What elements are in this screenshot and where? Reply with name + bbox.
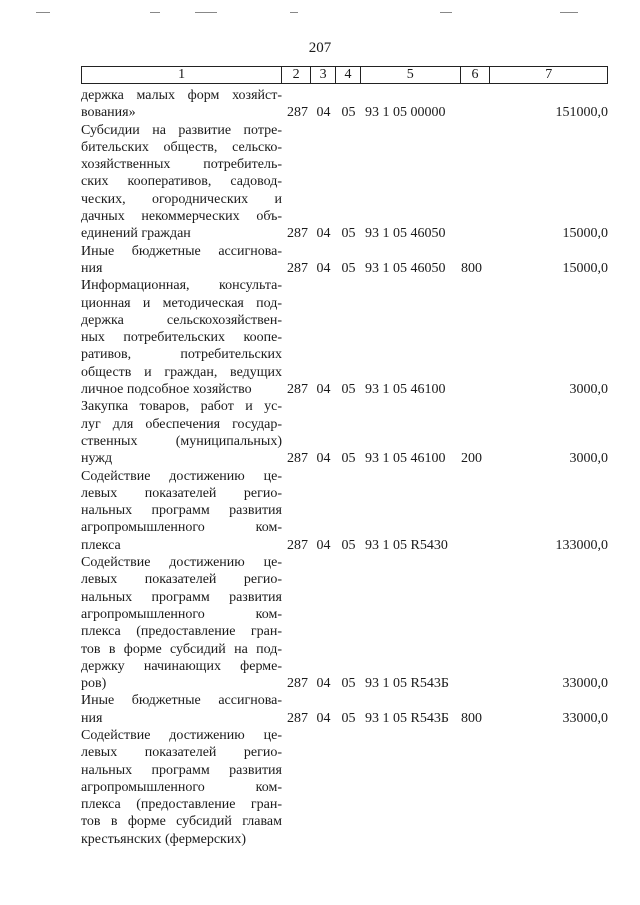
code-subsection: 05 — [341, 710, 356, 726]
description-line: тов в форме субсидий главам — [81, 814, 282, 830]
description-line: плекса (предоставление гран- — [81, 624, 282, 640]
row-description — [81, 277, 282, 398]
description-line: Субсидии на развитие потре- — [81, 122, 282, 138]
code-subsection: 05 — [341, 676, 356, 692]
code-section: 04 — [316, 676, 331, 692]
description-line: держка малых форм хозяйст- — [81, 88, 282, 103]
amount: 33000,0 — [562, 676, 608, 692]
row-description — [81, 243, 282, 278]
description-line: держка сельскохозяйствен- — [81, 312, 282, 328]
code-subsection: 05 — [341, 105, 356, 121]
code-subsection: 05 — [341, 226, 356, 242]
description-line: Иные бюджетные ассигнова- — [81, 243, 282, 259]
description-line: плекса (предоставление гран- — [81, 797, 282, 813]
description-line: крестьянских (фермерских) — [81, 831, 246, 847]
code-section: 04 — [316, 710, 331, 726]
amount: 151000,0 — [555, 105, 608, 121]
description-line: ционная и методическая под- — [81, 295, 282, 311]
amount: 3000,0 — [569, 382, 608, 398]
code-ministry: 287 — [287, 382, 308, 398]
code-target-article: 93 1 05 46050 — [365, 260, 446, 276]
page-number: 207 — [308, 40, 332, 56]
code-section: 04 — [316, 260, 331, 276]
table-row — [81, 398, 608, 467]
description-line: нужд — [81, 451, 113, 467]
code-ministry: 287 — [287, 260, 308, 276]
row-description — [81, 692, 282, 727]
code-ministry: 287 — [287, 226, 308, 242]
header-cell-6: 6 — [461, 67, 491, 83]
code-section: 04 — [316, 382, 331, 398]
header-cell-2: 2 — [282, 67, 311, 83]
code-ministry: 287 — [287, 105, 308, 121]
row-description — [81, 122, 282, 243]
description-line: вования» — [81, 105, 136, 121]
description-line: Содействие достижению це- — [81, 468, 282, 484]
code-section: 04 — [316, 537, 331, 553]
code-target-article: 93 1 05 46100 — [365, 382, 446, 398]
description-line: агропромышленного ком- — [81, 606, 282, 622]
description-line: держку начинающих ферме- — [81, 658, 282, 674]
table-row — [81, 122, 608, 243]
description-line: левых показателей регио- — [81, 745, 282, 761]
code-ministry: 287 — [287, 537, 308, 553]
scan-artifact — [195, 12, 217, 13]
code-subsection: 05 — [341, 260, 356, 276]
description-line: ных потребительских коопе- — [81, 330, 282, 346]
amount: 3000,0 — [569, 451, 608, 467]
code-target-article: 93 1 05 R5430 — [365, 537, 448, 553]
description-line: ния — [81, 260, 103, 276]
code-expense-type: 800 — [461, 260, 482, 276]
scan-artifact — [290, 12, 298, 13]
header-cell-5: 5 — [361, 67, 461, 83]
description-line: ративов, потребительских — [81, 347, 282, 363]
code-section: 04 — [316, 451, 331, 467]
description-line: левых показателей регио- — [81, 485, 282, 501]
scan-artifact — [150, 12, 160, 13]
code-section: 04 — [316, 226, 331, 242]
description-line: ских кооперативов, садовод- — [81, 174, 282, 190]
code-ministry: 287 — [287, 676, 308, 692]
description-line: Информационная, консульта- — [81, 278, 282, 294]
code-ministry: 287 — [287, 451, 308, 467]
code-ministry: 287 — [287, 710, 308, 726]
code-target-article: 93 1 05 46050 — [365, 226, 446, 242]
scan-artifact — [560, 12, 578, 13]
description-line: Закупка товаров, работ и ус- — [81, 399, 282, 415]
description-line: плекса — [81, 537, 121, 553]
code-expense-type: 800 — [461, 710, 482, 726]
header-cell-3: 3 — [311, 67, 336, 83]
description-line: бительских обществ, сельско- — [81, 139, 282, 155]
description-line: агропромышленного ком- — [81, 520, 282, 536]
table-row — [81, 692, 608, 727]
description-line: ров) — [81, 676, 107, 692]
description-line: нальных программ развития — [81, 503, 282, 519]
row-description — [81, 87, 282, 122]
code-subsection: 05 — [341, 382, 356, 398]
code-section: 04 — [316, 105, 331, 121]
row-description — [81, 554, 282, 692]
table-row — [81, 554, 608, 692]
description-line: агропромышленного ком- — [81, 779, 282, 795]
scan-artifact — [440, 12, 452, 13]
description-line: левых показателей регио- — [81, 572, 282, 588]
amount: 15000,0 — [562, 226, 608, 242]
code-expense-type: 200 — [461, 451, 482, 467]
table-row — [81, 468, 608, 554]
description-line: хозяйственных потребитель- — [81, 157, 282, 173]
description-line: Иные бюджетные ассигнова- — [81, 693, 282, 709]
budget-table-body — [81, 87, 608, 848]
table-row — [81, 243, 608, 278]
amount: 33000,0 — [562, 710, 608, 726]
amount: 15000,0 — [562, 260, 608, 276]
table-row — [81, 727, 608, 848]
code-subsection: 05 — [341, 451, 356, 467]
code-target-article: 93 1 05 00000 — [365, 105, 446, 121]
table-row — [81, 277, 608, 398]
amount: 133000,0 — [555, 537, 608, 553]
description-line: ческих, огороднических и — [81, 191, 282, 207]
header-cell-7: 7 — [545, 67, 553, 82]
description-line: обществ и граждан, ведущих — [81, 364, 282, 380]
row-description — [81, 468, 282, 554]
description-line: ния — [81, 710, 103, 726]
description-line: луг для обеспечения государ- — [81, 416, 282, 432]
code-subsection: 05 — [341, 537, 356, 553]
header-cell-4: 4 — [336, 67, 361, 83]
header-cell-1: 1 — [82, 67, 282, 83]
description-line: ственных (муниципальных) — [81, 433, 282, 449]
scan-artifact — [36, 12, 50, 13]
row-description — [81, 398, 282, 467]
row-description — [81, 727, 282, 848]
code-target-article: 93 1 05 46100 — [365, 451, 446, 467]
description-line: нальных программ развития — [81, 589, 282, 605]
description-line: Содействие достижению це- — [81, 727, 282, 743]
table-row — [81, 87, 608, 122]
code-target-article: 93 1 05 R543Б — [365, 710, 449, 726]
description-line: дачных некоммерческих объ- — [81, 209, 282, 225]
description-line: единений граждан — [81, 226, 191, 242]
description-line: личное подсобное хозяйство — [81, 382, 252, 398]
code-target-article: 93 1 05 R543Б — [365, 676, 449, 692]
description-line: нальных программ развития — [81, 762, 282, 778]
description-line: тов в форме субсидий на под- — [81, 641, 282, 657]
description-line: Содействие достижению це- — [81, 555, 282, 571]
table-header-row — [81, 66, 608, 84]
